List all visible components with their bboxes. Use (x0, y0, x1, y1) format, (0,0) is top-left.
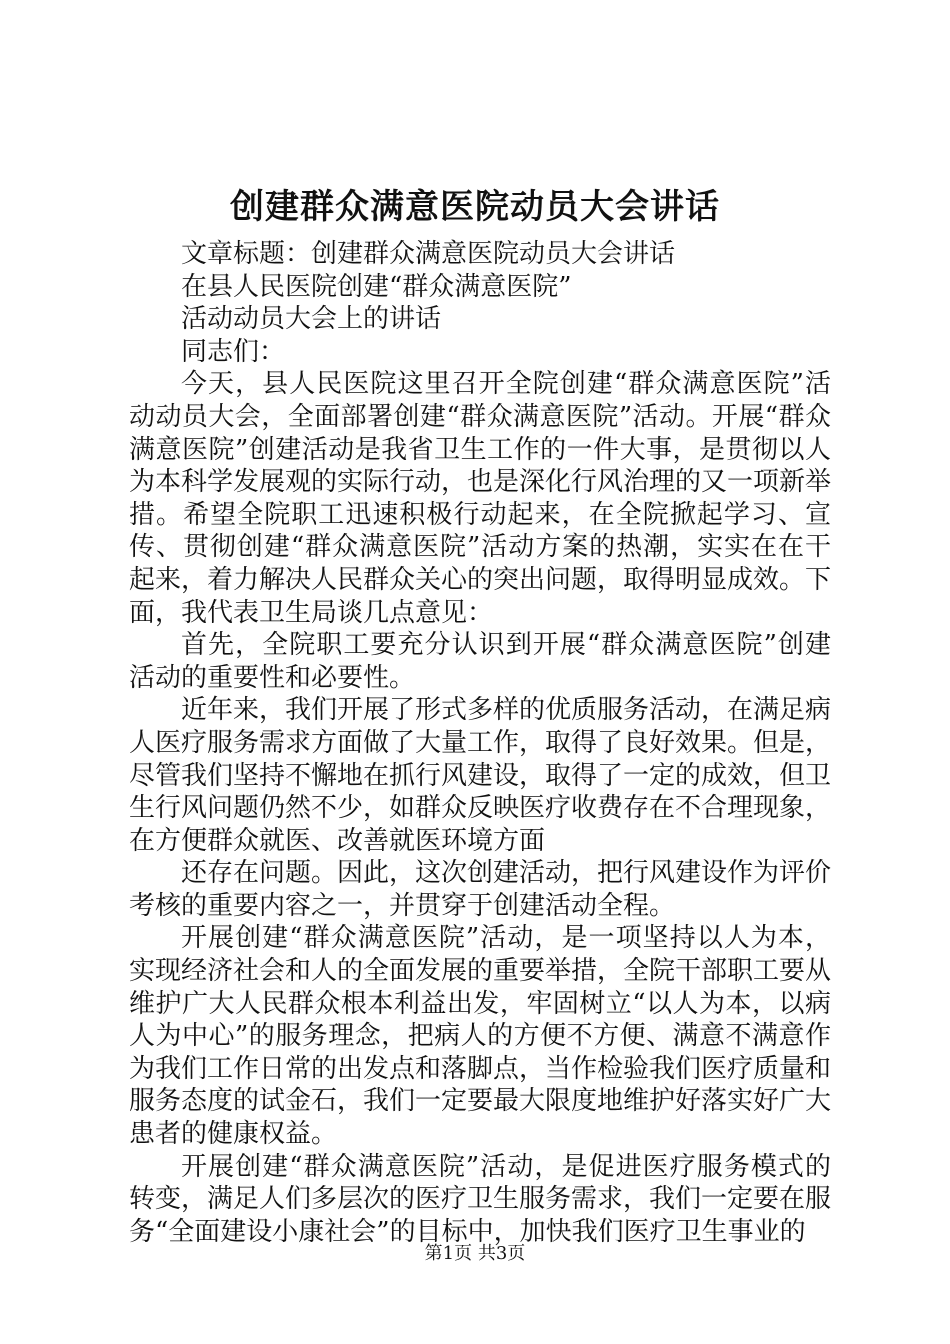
paragraph-salutation: 同志们： (181, 336, 286, 367)
paragraph: 还存在问题。因此，这次创建活动，把行风建设作为评价考核的重要内容之一，并贯穿于创建活动全程。 (129, 858, 832, 921)
paragraph: 近年来，我们开展了形式多样的优质服务活动，在满足病人医疗服务需求方面做了大量工作，取得了良好效果。但是，尽管我们坚持不懈地在抓行风建设，取得了一定的成效，但卫生行风问题仍然不少，如群众反映医疗收费存在不合理现象，在方便群众就医、改善就医环境方面 (129, 695, 832, 856)
paragraph-article-title: 文章标题：创建群众满意医院动员大会讲话 (181, 239, 676, 269)
paragraph-subtitle-line-2: 活动动员大会上的讲话 (181, 304, 442, 335)
document-title: 创建群众满意医院动员大会讲话 (230, 187, 720, 227)
document-body (129, 238, 831, 1248)
paragraph: 开展创建“群众满意医院”活动，是促进医疗服务模式的转变，满足人们多层次的医疗卫生服务需求，我们一定要在服务“全面建设小康社会”的目标中，加快我们医疗卫生事业的 (129, 1151, 832, 1247)
paragraph: 首先，全院职工要充分认识到开展“群众满意医院”创建活动的重要性和必要性。 (129, 630, 831, 693)
paragraph: 今天，县人民医院这里召开全院创建“群众满意医院”活动动员大会，全面部署创建“群众满意医院”活动。开展“群众满意医院”创建活动是我省卫生工作的一件大事，是贯彻以人为本科学发展观的实际行动，也是深化行风治理的又一项新举措。希望全院职工迅速积极行动起来，在全院掀起学习、宣传、贯彻创建“群众满意医院”活动方案的热潮，实实在在干起来，着力解决人民群众关心的突出问题，取得明显成效。下面，我代表卫生局谈几点意见： (129, 369, 832, 628)
paragraph: 开展创建“群众满意医院”活动，是一项坚持以人为本，实现经济社会和人的全面发展的重要举措，全院干部职工要从维护广大人民群众根本利益出发，牢固树立“以人为本，以病人为中心”的服务理念，把病人的方便不方便、满意不满意作为我们工作日常的出发点和落脚点，当作检验我们医疗质量和服务态度的试金石，我们一定要最大限度地维护好落实好广大患者的健康权益。 (129, 923, 832, 1150)
paragraph-subtitle-line-1: 在县人民医院创建“群众满意医院” (181, 271, 572, 302)
page-number-footer: 第1页 共3页 (424, 1243, 526, 1264)
